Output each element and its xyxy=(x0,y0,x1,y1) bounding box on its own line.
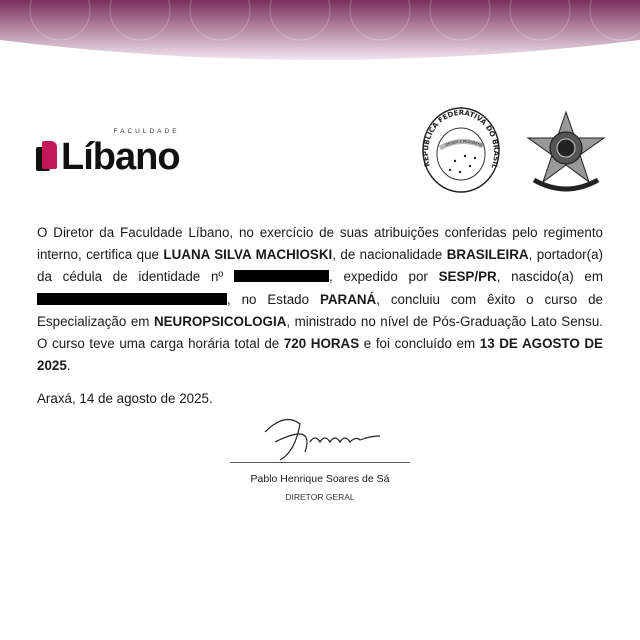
faculdade-libano-logo xyxy=(36,128,180,177)
completion-date: 13 DE AGOSTO DE 2025 xyxy=(37,336,603,374)
text: , ministrado no nível de Pós-Graduação Lato Sensu. O curso teve uma carga horária total de xyxy=(37,313,603,352)
text: O Diretor da Faculdade Líbano, no exercício de suas atribuições conferidas pelo regimento interno, certifica que xyxy=(37,225,603,263)
text: . xyxy=(66,358,71,374)
student-name: LUANA SILVA MACHIOSKI xyxy=(163,247,333,263)
id-issuer: SESP/PR xyxy=(438,269,497,285)
handwritten-signature xyxy=(255,412,385,462)
republic-seal-icon xyxy=(420,106,502,194)
text: e foi concluído em xyxy=(359,336,480,352)
text: , no Estado xyxy=(227,291,320,307)
redacted-id-number xyxy=(234,270,329,282)
course-hours: 720 HORAS xyxy=(283,336,360,352)
brazil-coat-of-arms-icon xyxy=(524,108,608,194)
redacted-birth-info xyxy=(37,293,227,305)
logo-subtitle: FACULDADE xyxy=(113,128,180,135)
text: , de nacionalidade xyxy=(332,247,447,263)
seal-text: REPUBLICA FEDERATIVA DO BRASIL xyxy=(421,108,501,170)
decorative-header-wave xyxy=(0,0,640,62)
logo-book-icon xyxy=(36,141,58,171)
signature-line xyxy=(230,462,410,463)
certificate-content xyxy=(37,222,603,409)
signatory-name: Pablo Henrique Soares de Sá xyxy=(250,473,390,485)
text: , nascido(a) em xyxy=(496,269,603,285)
signatory-title: DIRETOR GERAL xyxy=(285,492,355,502)
seal-motto: ORDEM E PROGRESS xyxy=(444,139,483,148)
text: , expedido por xyxy=(329,269,439,285)
text: , portador(a) da cédula de identidade nº xyxy=(37,247,603,285)
nationality: BRASILEIRA xyxy=(446,247,529,263)
place-and-date: Araxá, 14 de agosto de 2025. xyxy=(37,391,213,407)
text: , concluiu com êxito o curso de Especialização em xyxy=(37,291,604,329)
course-name: NEUROPSICOLOGIA xyxy=(153,313,287,329)
logo-wordmark: Líbano xyxy=(61,136,180,178)
state: PARANÁ xyxy=(319,291,377,307)
certificate-body xyxy=(37,222,603,377)
